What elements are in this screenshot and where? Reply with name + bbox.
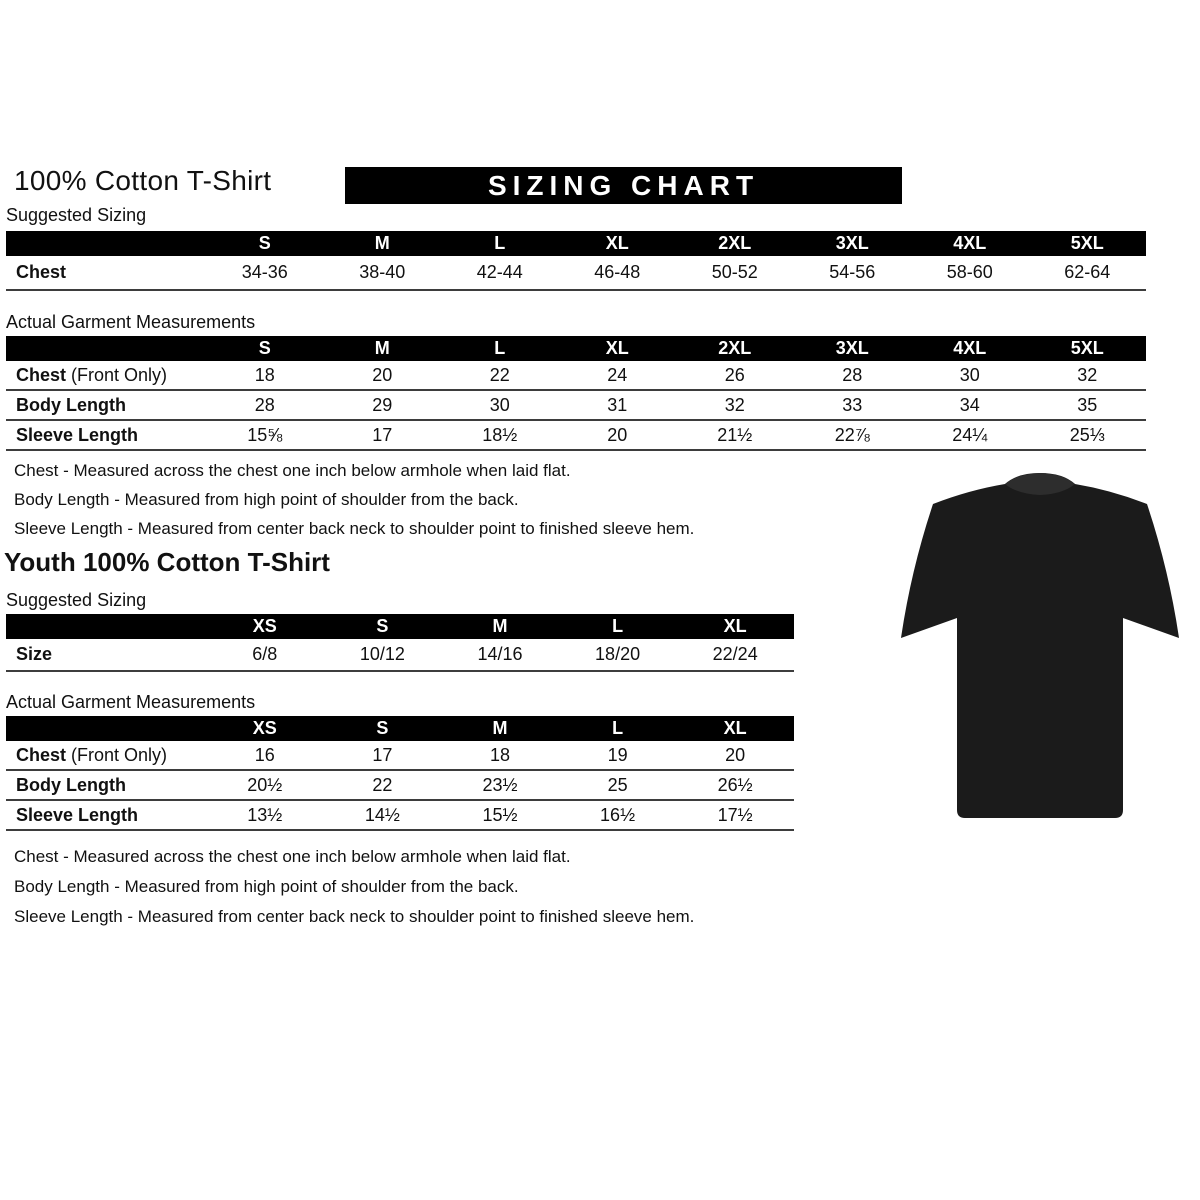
youth-notes [14,842,694,932]
cell-value: 22/24 [712,644,758,664]
column-header-blank [6,614,206,639]
adult-notes [14,456,694,543]
row-label [6,639,206,671]
cell-value: 19 [607,744,628,765]
row-label [6,770,206,800]
cell-value: 24 [607,364,628,385]
cell-value: 22 [489,364,510,385]
youth-suggested-label: Suggested Sizing [6,590,147,610]
column-header-s: S [206,231,324,256]
row-label-text: Sleeve Length [16,424,139,445]
cell-value: 24¼ [952,424,988,445]
cell-value: 13½ [247,804,283,825]
column-header-blank [6,231,206,256]
youth-garment-table [6,716,794,831]
cell-value: 30 [959,364,980,385]
adult-title: 100% Cotton T-Shirt [14,165,272,196]
note-line-chest: Chest - Measured across the chest one inch below armhole when laid flat. [14,461,571,480]
table-header-row [6,231,1146,256]
cell-value: 25 [607,774,628,795]
column-header-blank [6,336,206,361]
cell-value: 6/8 [252,644,278,664]
note-line-sleeve-length: Sleeve Length - Measured from center back neck to shoulder point to finished sleeve hem. [14,907,695,926]
cell-value: 17½ [717,804,753,825]
adult-garment-label: Actual Garment Measurements [6,312,256,332]
cell-value: 23½ [482,774,518,795]
cell-value: 54-56 [829,262,876,282]
tshirt-silhouette [901,473,1179,818]
row-label-text: Chest [16,744,67,765]
column-header-4xl: 4XL [911,336,1029,361]
cell-value: 10/12 [359,644,405,664]
cell-value: 20 [725,744,746,765]
table-header-row [6,614,794,639]
cell-value: 38-40 [359,262,406,282]
cell-value: 32 [1077,364,1098,385]
table-header-row [6,336,1146,361]
tshirt-product-image [893,470,1191,832]
cell-value: 21½ [717,424,753,445]
row-label [6,390,206,420]
row-label-text: Body Length [16,774,126,795]
cell-value: 35 [1077,394,1098,415]
cell-value: 50-52 [711,262,758,282]
note-line-sleeve-length: Sleeve Length - Measured from center back neck to shoulder point to finished sleeve hem. [14,519,695,538]
column-header-3xl: 3XL [794,336,912,361]
table-row [6,770,794,800]
cell-value: 31 [607,394,628,415]
cell-value: 18½ [482,424,518,445]
youth-garment-label: Actual Garment Measurements [6,692,256,712]
column-header-xl: XL [559,336,677,361]
column-header-m: M [324,231,442,256]
cell-value: 15⅝ [247,424,283,445]
banner-text: SIZING CHART [487,169,760,201]
cell-value: 16½ [600,804,636,825]
youth-suggested-table [6,614,794,672]
column-header-xs: XS [206,716,324,741]
column-header-xs: XS [206,614,324,639]
row-label [6,361,206,390]
cell-value: 30 [489,394,510,415]
row-label [6,256,206,290]
cell-value: 34-36 [241,262,288,282]
column-header-xl: XL [676,716,794,741]
column-header-blank [6,716,206,741]
column-header-m: M [441,614,559,639]
adult-suggested-table [6,231,1146,291]
row-label-text: Sleeve Length [16,804,139,825]
cell-value: 22 [372,774,393,795]
cell-value: 26½ [717,774,753,795]
cell-value: 32 [724,394,745,415]
column-header-s: S [206,336,324,361]
cell-value: 20 [607,424,628,445]
cell-value: 28 [254,394,275,415]
cell-value: 18 [489,744,510,765]
column-header-2xl: 2XL [676,231,794,256]
row-label [6,420,206,450]
cell-value: 15½ [482,804,518,825]
cell-value: 22⅞ [834,424,870,445]
table-row [6,420,1146,450]
table-row [6,361,1146,390]
adult-suggested-label: Suggested Sizing [6,205,147,225]
column-header-xl: XL [676,614,794,639]
cell-value: 25⅓ [1069,424,1105,445]
cell-value: 33 [842,394,863,415]
column-header-2xl: 2XL [676,336,794,361]
column-header-4xl: 4XL [911,231,1029,256]
table-row [6,390,1146,420]
column-header-5xl: 5XL [1029,231,1147,256]
column-header-l: L [441,231,559,256]
youth-title: Youth 100% Cotton T-Shirt [4,547,330,577]
cell-value: 18 [254,364,275,385]
table-row [6,800,794,830]
note-line-chest: Chest - Measured across the chest one inch below armhole when laid flat. [14,847,571,866]
cell-value: 20½ [247,774,283,795]
row-label-text: Size [16,644,53,664]
row-label-text: Chest [16,262,67,282]
table-row [6,741,794,770]
column-header-m: M [324,336,442,361]
sizing-chart-banner [345,167,902,204]
cell-value: 29 [372,394,393,415]
cell-value: 62-64 [1064,262,1111,282]
row-label [6,741,206,770]
row-label-text: Chest [16,364,67,385]
row-label-text: Body Length [16,394,126,415]
cell-value: 17 [372,744,393,765]
cell-value: 26 [724,364,745,385]
cell-value: 14½ [364,804,400,825]
cell-value: 46-48 [594,262,641,282]
column-header-5xl: 5XL [1029,336,1147,361]
table-row [6,639,794,671]
cell-value: 16 [254,744,275,765]
row-label [6,800,206,830]
table-row [6,256,1146,290]
column-header-l: L [559,716,677,741]
cell-value: 18/20 [595,644,641,664]
cell-value: 17 [372,424,393,445]
note-line-body-length: Body Length - Measured from high point of shoulder from the back. [14,490,519,509]
column-header-xl: XL [559,231,677,256]
cell-value: 42-44 [476,262,523,282]
column-header-l: L [559,614,677,639]
adult-garment-table [6,336,1146,451]
cell-value: 58-60 [946,262,993,282]
row-label-suffix: (Front Only) [66,744,168,765]
column-header-s: S [324,716,442,741]
row-label-suffix: (Front Only) [66,364,168,385]
cell-value: 28 [842,364,863,385]
column-header-s: S [324,614,442,639]
column-header-3xl: 3XL [794,231,912,256]
cell-value: 34 [959,394,980,415]
cell-value: 14/16 [477,644,523,664]
column-header-m: M [441,716,559,741]
note-line-body-length: Body Length - Measured from high point of shoulder from the back. [14,877,519,896]
cell-value: 20 [372,364,393,385]
column-header-l: L [441,336,559,361]
table-header-row [6,716,794,741]
